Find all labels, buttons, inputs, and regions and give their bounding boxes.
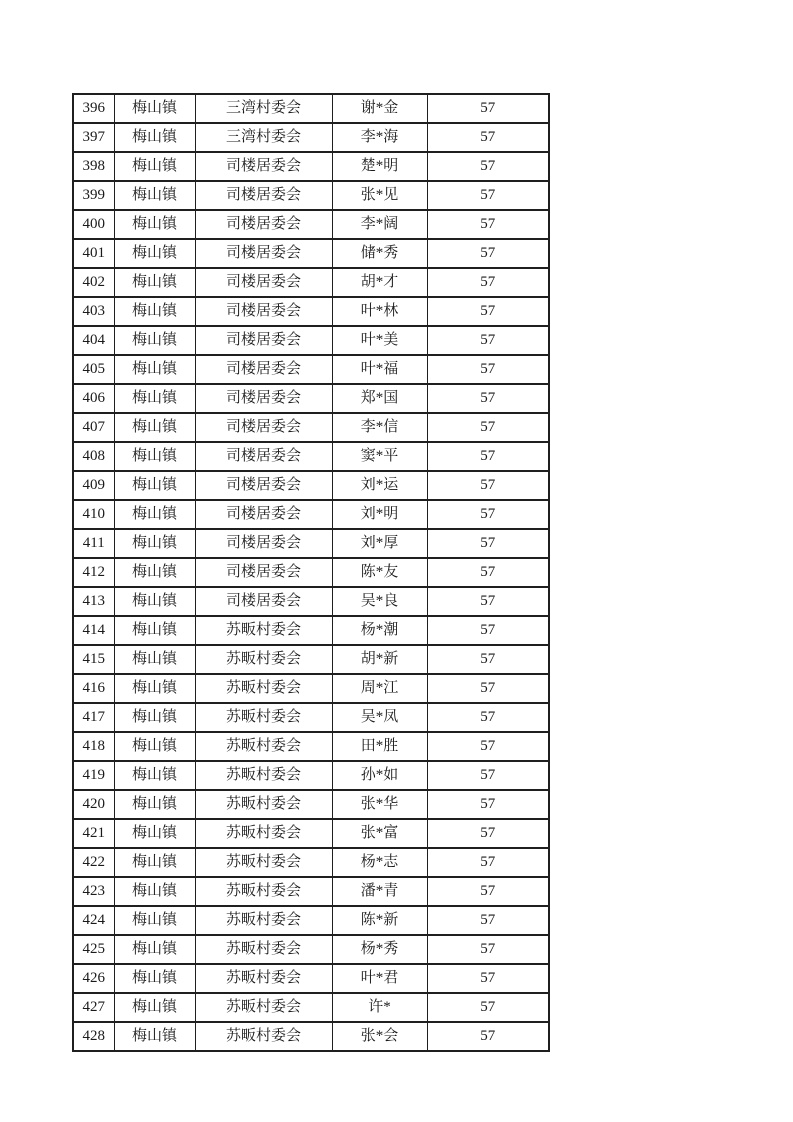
cell-town: 梅山镇: [114, 877, 195, 906]
cell-person-name: 郑*国: [332, 384, 427, 413]
cell-value: 57: [427, 268, 549, 297]
cell-value: 57: [427, 935, 549, 964]
cell-village-committee: 司楼居委会: [195, 326, 332, 355]
cell-person-name: 窦*平: [332, 442, 427, 471]
table-row: [73, 471, 549, 500]
cell-row-number: 424: [73, 906, 114, 935]
cell-town: 梅山镇: [114, 268, 195, 297]
cell-person-name: 吴*凤: [332, 703, 427, 732]
table-row: [73, 355, 549, 384]
cell-value: 57: [427, 848, 549, 877]
table-row: [73, 384, 549, 413]
cell-person-name: 潘*青: [332, 877, 427, 906]
table-row: [73, 558, 549, 587]
cell-town: 梅山镇: [114, 558, 195, 587]
table-row: [73, 413, 549, 442]
table-row: [73, 123, 549, 152]
cell-village-committee: 司楼居委会: [195, 384, 332, 413]
cell-town: 梅山镇: [114, 616, 195, 645]
cell-value: 57: [427, 326, 549, 355]
cell-town: 梅山镇: [114, 848, 195, 877]
cell-person-name: 胡*才: [332, 268, 427, 297]
table-row: [73, 239, 549, 268]
cell-value: 57: [427, 616, 549, 645]
cell-value: 57: [427, 674, 549, 703]
cell-town: 梅山镇: [114, 210, 195, 239]
cell-village-committee: 苏畈村委会: [195, 935, 332, 964]
cell-row-number: 428: [73, 1022, 114, 1051]
cell-person-name: 许*: [332, 993, 427, 1022]
cell-person-name: 李*海: [332, 123, 427, 152]
roster-table: [72, 93, 550, 1052]
cell-person-name: 张*华: [332, 790, 427, 819]
cell-row-number: 407: [73, 413, 114, 442]
cell-value: 57: [427, 413, 549, 442]
cell-village-committee: 司楼居委会: [195, 442, 332, 471]
cell-value: 57: [427, 123, 549, 152]
cell-town: 梅山镇: [114, 239, 195, 268]
table-row: [73, 848, 549, 877]
cell-value: 57: [427, 906, 549, 935]
cell-village-committee: 苏畈村委会: [195, 703, 332, 732]
cell-person-name: 杨*潮: [332, 616, 427, 645]
table-row: [73, 674, 549, 703]
cell-village-committee: 苏畈村委会: [195, 906, 332, 935]
cell-row-number: 403: [73, 297, 114, 326]
cell-village-committee: 司楼居委会: [195, 297, 332, 326]
cell-village-committee: 苏畈村委会: [195, 761, 332, 790]
cell-town: 梅山镇: [114, 935, 195, 964]
cell-village-committee: 司楼居委会: [195, 152, 332, 181]
cell-person-name: 叶*君: [332, 964, 427, 993]
cell-village-committee: 司楼居委会: [195, 500, 332, 529]
cell-town: 梅山镇: [114, 645, 195, 674]
cell-village-committee: 苏畈村委会: [195, 964, 332, 993]
cell-row-number: 426: [73, 964, 114, 993]
table-row: [73, 210, 549, 239]
cell-village-committee: 司楼居委会: [195, 268, 332, 297]
cell-village-committee: 苏畈村委会: [195, 732, 332, 761]
cell-town: 梅山镇: [114, 819, 195, 848]
cell-person-name: 楚*明: [332, 152, 427, 181]
cell-value: 57: [427, 877, 549, 906]
cell-row-number: 396: [73, 94, 114, 123]
cell-value: 57: [427, 210, 549, 239]
cell-value: 57: [427, 500, 549, 529]
cell-town: 梅山镇: [114, 790, 195, 819]
cell-value: 57: [427, 645, 549, 674]
cell-row-number: 410: [73, 500, 114, 529]
cell-row-number: 423: [73, 877, 114, 906]
cell-person-name: 刘*明: [332, 500, 427, 529]
cell-value: 57: [427, 993, 549, 1022]
cell-village-committee: 三湾村委会: [195, 123, 332, 152]
cell-town: 梅山镇: [114, 94, 195, 123]
cell-village-committee: 司楼居委会: [195, 181, 332, 210]
cell-person-name: 李*阔: [332, 210, 427, 239]
cell-row-number: 411: [73, 529, 114, 558]
cell-value: 57: [427, 384, 549, 413]
cell-village-committee: 苏畈村委会: [195, 616, 332, 645]
cell-village-committee: 司楼居委会: [195, 413, 332, 442]
cell-village-committee: 苏畈村委会: [195, 819, 332, 848]
cell-town: 梅山镇: [114, 297, 195, 326]
cell-value: 57: [427, 1022, 549, 1051]
cell-row-number: 412: [73, 558, 114, 587]
cell-row-number: 416: [73, 674, 114, 703]
cell-value: 57: [427, 529, 549, 558]
cell-village-committee: 三湾村委会: [195, 94, 332, 123]
cell-row-number: 414: [73, 616, 114, 645]
cell-town: 梅山镇: [114, 326, 195, 355]
cell-town: 梅山镇: [114, 703, 195, 732]
cell-person-name: 叶*美: [332, 326, 427, 355]
cell-person-name: 张*见: [332, 181, 427, 210]
table-body: [73, 94, 549, 1051]
cell-person-name: 刘*厚: [332, 529, 427, 558]
cell-person-name: 张*富: [332, 819, 427, 848]
cell-person-name: 杨*志: [332, 848, 427, 877]
cell-village-committee: 苏畈村委会: [195, 993, 332, 1022]
cell-row-number: 400: [73, 210, 114, 239]
table-row: [73, 703, 549, 732]
cell-village-committee: 司楼居委会: [195, 587, 332, 616]
cell-person-name: 叶*福: [332, 355, 427, 384]
cell-row-number: 419: [73, 761, 114, 790]
table-row: [73, 616, 549, 645]
cell-town: 梅山镇: [114, 587, 195, 616]
table-row: [73, 819, 549, 848]
cell-person-name: 杨*秀: [332, 935, 427, 964]
cell-person-name: 周*江: [332, 674, 427, 703]
cell-village-committee: 苏畈村委会: [195, 848, 332, 877]
cell-town: 梅山镇: [114, 442, 195, 471]
cell-row-number: 427: [73, 993, 114, 1022]
cell-row-number: 406: [73, 384, 114, 413]
cell-town: 梅山镇: [114, 500, 195, 529]
cell-person-name: 田*胜: [332, 732, 427, 761]
table-row: [73, 442, 549, 471]
table-row: [73, 790, 549, 819]
cell-person-name: 李*信: [332, 413, 427, 442]
cell-row-number: 413: [73, 587, 114, 616]
cell-village-committee: 司楼居委会: [195, 239, 332, 268]
cell-row-number: 409: [73, 471, 114, 500]
cell-town: 梅山镇: [114, 123, 195, 152]
cell-value: 57: [427, 471, 549, 500]
cell-row-number: 405: [73, 355, 114, 384]
table-row: [73, 877, 549, 906]
cell-person-name: 张*会: [332, 1022, 427, 1051]
cell-value: 57: [427, 790, 549, 819]
cell-row-number: 422: [73, 848, 114, 877]
cell-village-committee: 司楼居委会: [195, 210, 332, 239]
cell-village-committee: 苏畈村委会: [195, 1022, 332, 1051]
cell-value: 57: [427, 558, 549, 587]
cell-value: 57: [427, 964, 549, 993]
cell-row-number: 399: [73, 181, 114, 210]
table-row: [73, 587, 549, 616]
cell-town: 梅山镇: [114, 471, 195, 500]
table-row: [73, 152, 549, 181]
table-row: [73, 1022, 549, 1051]
cell-village-committee: 司楼居委会: [195, 529, 332, 558]
cell-town: 梅山镇: [114, 964, 195, 993]
cell-village-committee: 司楼居委会: [195, 355, 332, 384]
table-row: [73, 500, 549, 529]
cell-value: 57: [427, 181, 549, 210]
cell-value: 57: [427, 239, 549, 268]
table-row: [73, 935, 549, 964]
cell-row-number: 420: [73, 790, 114, 819]
table-row: [73, 268, 549, 297]
cell-person-name: 刘*运: [332, 471, 427, 500]
table-row: [73, 964, 549, 993]
cell-value: 57: [427, 355, 549, 384]
cell-value: 57: [427, 297, 549, 326]
table-row: [73, 297, 549, 326]
cell-person-name: 叶*林: [332, 297, 427, 326]
cell-town: 梅山镇: [114, 732, 195, 761]
cell-value: 57: [427, 703, 549, 732]
cell-town: 梅山镇: [114, 761, 195, 790]
cell-person-name: 胡*新: [332, 645, 427, 674]
cell-row-number: 425: [73, 935, 114, 964]
table-row: [73, 732, 549, 761]
cell-row-number: 418: [73, 732, 114, 761]
cell-village-committee: 苏畈村委会: [195, 790, 332, 819]
cell-row-number: 408: [73, 442, 114, 471]
cell-value: 57: [427, 761, 549, 790]
cell-town: 梅山镇: [114, 355, 195, 384]
cell-town: 梅山镇: [114, 1022, 195, 1051]
cell-person-name: 吴*良: [332, 587, 427, 616]
cell-town: 梅山镇: [114, 529, 195, 558]
table-row: [73, 94, 549, 123]
cell-person-name: 陈*友: [332, 558, 427, 587]
cell-row-number: 404: [73, 326, 114, 355]
cell-value: 57: [427, 819, 549, 848]
cell-row-number: 417: [73, 703, 114, 732]
cell-value: 57: [427, 732, 549, 761]
cell-town: 梅山镇: [114, 906, 195, 935]
cell-town: 梅山镇: [114, 152, 195, 181]
cell-row-number: 401: [73, 239, 114, 268]
table-row: [73, 993, 549, 1022]
cell-village-committee: 司楼居委会: [195, 471, 332, 500]
cell-town: 梅山镇: [114, 181, 195, 210]
cell-value: 57: [427, 94, 549, 123]
cell-row-number: 398: [73, 152, 114, 181]
table-row: [73, 906, 549, 935]
cell-town: 梅山镇: [114, 384, 195, 413]
cell-value: 57: [427, 152, 549, 181]
table-row: [73, 326, 549, 355]
table-row: [73, 181, 549, 210]
cell-town: 梅山镇: [114, 993, 195, 1022]
table-row: [73, 761, 549, 790]
cell-row-number: 421: [73, 819, 114, 848]
table-row: [73, 645, 549, 674]
cell-village-committee: 苏畈村委会: [195, 645, 332, 674]
cell-person-name: 储*秀: [332, 239, 427, 268]
cell-value: 57: [427, 442, 549, 471]
cell-row-number: 415: [73, 645, 114, 674]
cell-village-committee: 司楼居委会: [195, 558, 332, 587]
cell-village-committee: 苏畈村委会: [195, 674, 332, 703]
cell-value: 57: [427, 587, 549, 616]
cell-row-number: 402: [73, 268, 114, 297]
cell-person-name: 孙*如: [332, 761, 427, 790]
cell-town: 梅山镇: [114, 413, 195, 442]
table-row: [73, 529, 549, 558]
cell-person-name: 陈*新: [332, 906, 427, 935]
cell-village-committee: 苏畈村委会: [195, 877, 332, 906]
cell-row-number: 397: [73, 123, 114, 152]
cell-town: 梅山镇: [114, 674, 195, 703]
cell-person-name: 谢*金: [332, 94, 427, 123]
